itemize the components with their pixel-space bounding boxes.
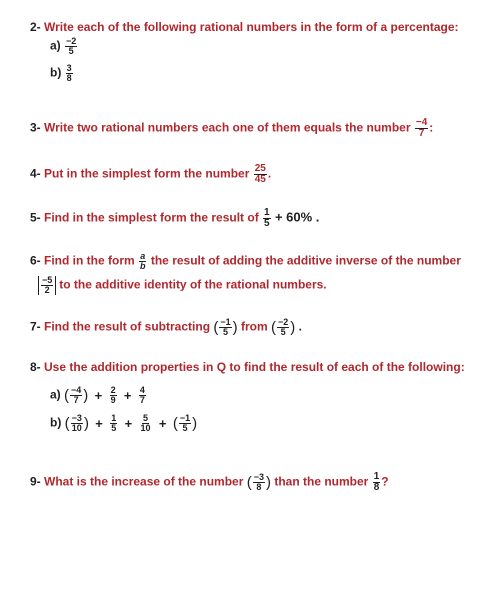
question-text: Write two rational numbers each one of them equals the number <box>44 120 411 135</box>
question-number: 9- <box>30 474 41 489</box>
fraction: $\frac{1}{8}$ <box>373 471 380 493</box>
fraction: $\frac{3}{8}$ <box>66 63 72 83</box>
question-text: Use the addition properties in Q to find the result of each of the following: <box>44 360 465 374</box>
question-text-continued: than the number <box>274 474 369 489</box>
fraction: $\frac{-4}{7}$ <box>71 385 82 405</box>
question-number: 5- <box>30 210 41 225</box>
question-8 <box>30 360 465 374</box>
question-7: 7- Find the result of subtracting ( $\frac{-1}{5}$ ) from ( $\frac{-2}{5}$ ) . <box>30 317 302 337</box>
part-label: a) <box>50 38 61 53</box>
question-text: What is the increase of the number <box>44 474 244 489</box>
q2-part-a <box>50 37 78 56</box>
part-label: b) <box>50 415 62 430</box>
question-number: 6- <box>30 253 41 268</box>
fraction: $\frac{25}{45}$ <box>254 163 266 185</box>
part-label: a) <box>50 387 61 402</box>
fraction: $\frac{-3}{10}$ <box>71 413 82 433</box>
question-text: Find in the simplest form the result of <box>44 210 259 225</box>
question-text: Find the result of subtracting <box>44 319 211 334</box>
question-5 <box>30 208 319 229</box>
question-3: 3- Write two rational numbers each one of them equals the number $\frac{-4}{7}$ : <box>30 117 434 139</box>
question-text: Write each of the following rational numbers in the form of a percentage: <box>44 20 459 34</box>
question-4: 4- Put in the simplest form the number $\frac{25}{45}$ . <box>30 163 272 185</box>
q8-part-a: a) ( $\frac{-4}{7}$ ) + $\frac{2}{9}$ + $\frac{4}{7}$ <box>50 385 145 405</box>
fraction: $\frac{-4}{7}$ <box>415 117 428 139</box>
q2-part-b <box>50 64 74 83</box>
question-number: 7- <box>30 319 41 334</box>
question-number: 4- <box>30 166 41 181</box>
fraction: $\frac{-2}{5}$ <box>66 36 77 56</box>
question-number: 8- <box>30 360 41 374</box>
part-label: b) <box>50 65 62 80</box>
question-2 <box>30 20 459 34</box>
fraction-a-over-b: $\frac{a}{b}$ <box>140 251 146 271</box>
fraction: $\frac{-2}{5}$ <box>278 317 289 337</box>
fraction: $\frac{4}{7}$ <box>139 385 145 405</box>
question-text-continued: the result of adding the additive inverse of the number <box>150 253 461 268</box>
question-6 <box>30 252 461 271</box>
fraction: $\frac{5}{10}$ <box>140 413 151 433</box>
question-6-line-2 <box>38 276 327 295</box>
question-text: Find in the form <box>44 253 135 268</box>
absolute-value: $\frac{-5}{2}$ <box>38 276 56 295</box>
expression-tail: + 60% . <box>274 209 320 225</box>
q8-part-b: b) ( $\frac{-3}{10}$ ) + $\frac{1}{5}$ + $\frac{5}{10}$ + ( $\frac{-1}{5}$ ) <box>50 413 198 433</box>
fraction: $\frac{1}{5}$ <box>111 413 117 433</box>
question-text-continued: to the additive identity of the rational numbers. <box>59 277 327 292</box>
question-text-continued: from <box>240 319 268 334</box>
fraction: $\frac{-1}{5}$ <box>220 317 231 337</box>
fraction: $\frac{-1}{5}$ <box>179 413 191 433</box>
question-number: 2- <box>30 20 41 34</box>
question-text: Put in the simplest form the number <box>44 166 250 181</box>
fraction: $\frac{1}{5}$ <box>264 207 270 229</box>
fraction: $\frac{-3}{8}$ <box>253 472 264 492</box>
fraction: $\frac{2}{9}$ <box>110 385 116 405</box>
question-9: 9- What is the increase of the number ( $\frac{-3}{8}$ ) than the number $\frac{1}{8}$ ? <box>30 471 389 493</box>
question-number: 3- <box>30 120 41 135</box>
